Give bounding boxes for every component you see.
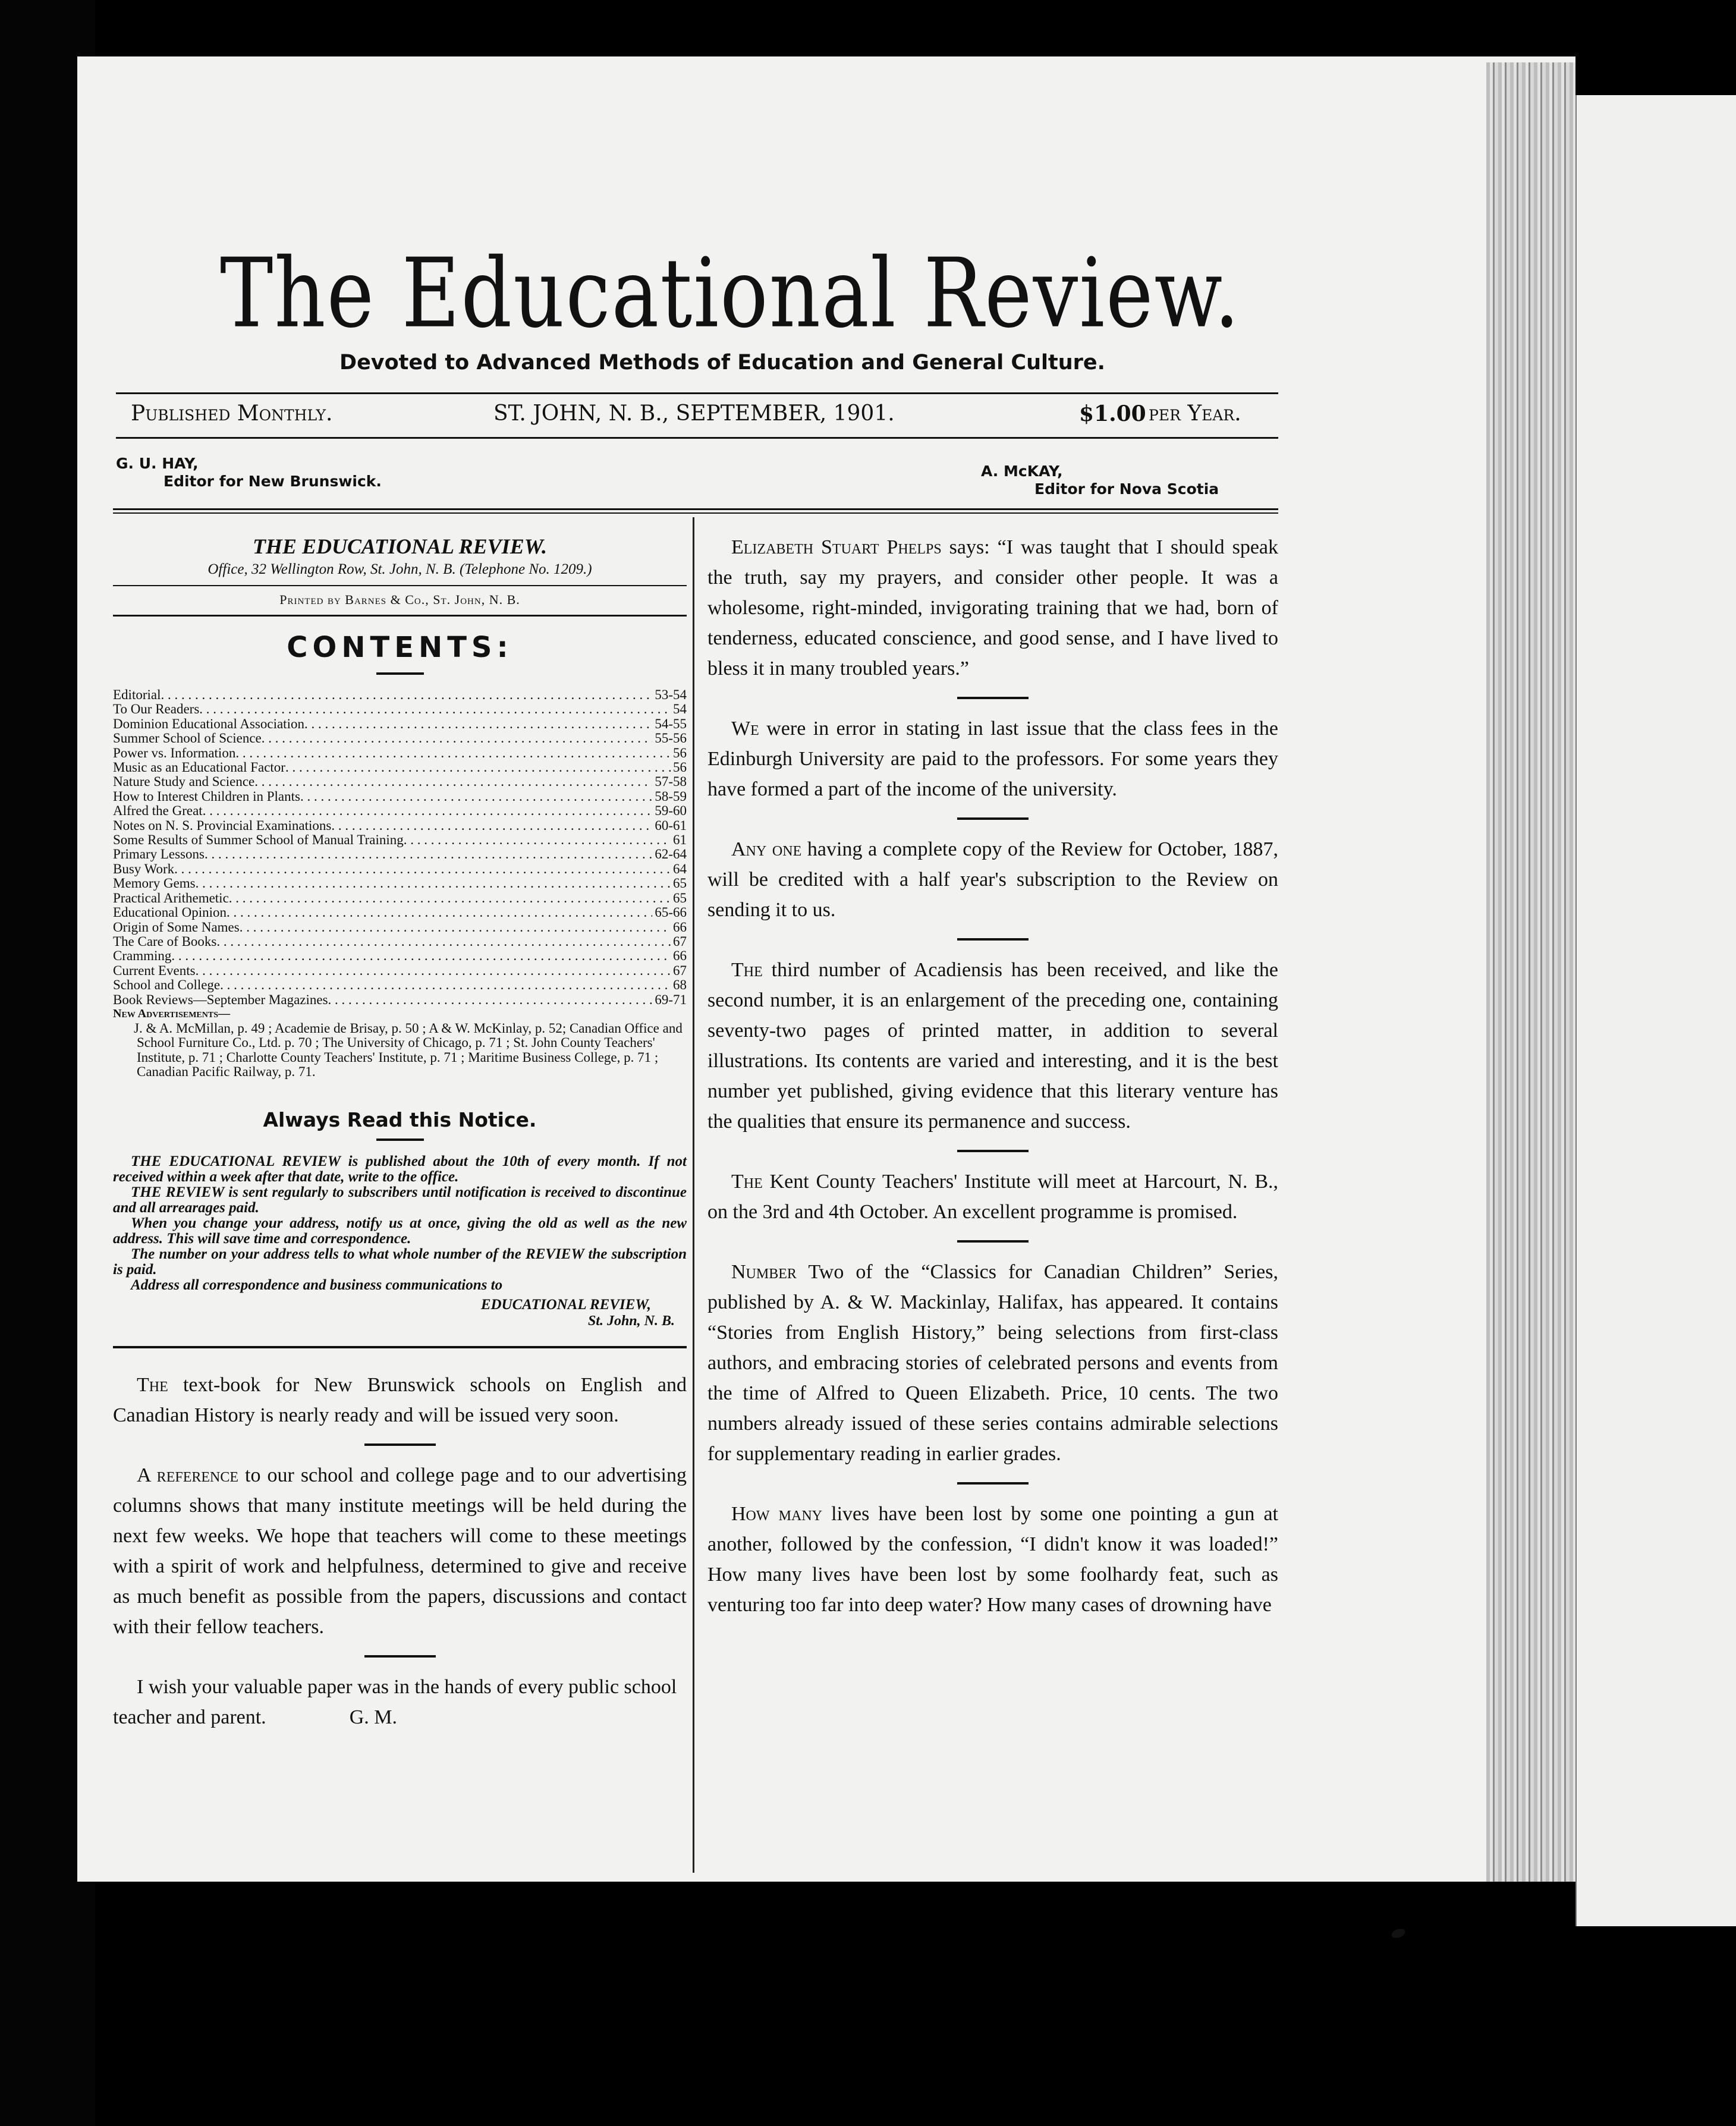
toc-leader-dots <box>227 905 652 920</box>
toc-leader-dots <box>174 862 671 876</box>
paragraph-text: says: “I was taught that I should speak the truth, say my prayers, and consider other people. It was a wholesome, right-minded, invigorating training that we had, born of tenderness, educated conscience, and good sense, and I have lived to bless it in many troubled years.” <box>707 536 1278 680</box>
article-paragraph <box>707 1257 1278 1469</box>
office-address: Office, 32 Wellington Row, St. John, N. B. (Telephone No. 1209.) <box>207 561 592 577</box>
toc-entry-label: School and College <box>113 977 221 993</box>
toc-entry-label: Dominion Educational Association <box>113 716 304 731</box>
toc-entry-label: Practical Arithemetic <box>113 890 229 905</box>
letter-signature: G. M. <box>349 1706 397 1728</box>
paragraph-text: to our school and college page and to our advertising columns shows that many institute meetings will be held during the next few weeks. We hope that teachers will come to these meetings with a spirit of work and helpfulness, determined to give and receive as much benefit as possible from the papers, discussions and contact with their fellow teachers. <box>113 1464 687 1638</box>
notice-paragraph: THE EDUCATIONAL REVIEW is published about the 10th of every month. If not received within a week after that date, write to the office. <box>113 1153 687 1185</box>
toc-leader-dots <box>171 949 671 963</box>
header-separator-rule-2 <box>113 512 1278 514</box>
toc-entry-label: Educational Opinion <box>113 905 227 920</box>
reader-letter <box>113 1672 687 1732</box>
notice-paragraph: THE REVIEW is sent regularly to subscribers until notification is received to discontinue and all arrearages paid. <box>113 1184 687 1216</box>
toc-leader-dots <box>328 993 653 1007</box>
toc-entry-label: Nature Study and Science <box>113 774 255 790</box>
column-divider <box>693 517 694 1873</box>
article-paragraph <box>707 1166 1278 1227</box>
notice-paragraph: Address all correspondence and business communications to <box>131 1276 503 1293</box>
toc-entry <box>113 688 687 702</box>
toc-entry <box>113 775 687 789</box>
paragraph-separator <box>364 1443 436 1446</box>
toc-entry-label: Music as an Educational Factor <box>113 760 285 775</box>
toc-entry-page: 65-66 <box>655 905 687 920</box>
toc-entry <box>113 804 687 818</box>
editor-left-role: Editor for New Brunswick. <box>163 473 382 490</box>
paragraph-separator <box>957 1482 1029 1485</box>
ink-smudge <box>1390 1927 1406 1939</box>
toc-leader-dots <box>262 731 653 746</box>
article-paragraph <box>707 532 1278 684</box>
toc-entry-page: 57-58 <box>655 774 687 790</box>
toc-entry-page: 68 <box>673 977 687 993</box>
letter-text <box>113 1672 687 1732</box>
article-paragraph <box>707 1499 1278 1620</box>
toc-leader-dots <box>196 964 671 978</box>
toc-leader-dots <box>199 702 671 716</box>
paragraph-lead: The <box>731 1171 763 1193</box>
paragraph-separator <box>364 1655 436 1658</box>
toc-entry <box>113 891 687 905</box>
toc-entry-label: How to Interest Children in Plants <box>113 788 300 804</box>
toc-entry-label: Editorial <box>113 687 161 702</box>
table-of-contents <box>113 688 687 1007</box>
publication-title: The Educational Review. <box>220 238 1241 350</box>
paragraph-text: lives have been lost by some one pointing a gun at another, followed by the confession, “I didn't know it was loaded!” How many lives have been lost by some foolhardy feat, such as venturing too far into deep water? How many cases of drowning have <box>707 1503 1279 1616</box>
toc-entry-label: Busy Work <box>113 861 175 876</box>
toc-entry <box>113 964 687 978</box>
paragraph-text: Kent County Teachers' Institute will meet at Harcourt, N. B., on the 3rd and 4th October. An excellent programme is promised. <box>707 1171 1278 1223</box>
toc-entry-label: Alfred the Great <box>113 803 203 819</box>
price-suffix: per Year. <box>1149 401 1241 426</box>
toc-leader-dots <box>203 804 653 818</box>
editor-right-name: A. McKAY, <box>981 463 1063 480</box>
right-column <box>707 532 1278 1620</box>
toc-leader-dots <box>235 746 671 760</box>
toc-entry-label: Some Results of Summer School of Manual Training <box>113 832 404 848</box>
toc-entry <box>113 717 687 731</box>
toc-entry-label: Notes on N. S. Provincial Examinations <box>113 817 332 833</box>
article-paragraph <box>707 955 1278 1137</box>
new-advertisements-list: J. & A. McMillan, p. 49 ; Academie de Brisay, p. 50 ; A & W. McKinlay, p. 52; Canadian Office and School Furniture Co., Ltd. p. 70 ; The University of Chicago, p. 71 ; St. John County Teachers' Institute, p. 71 ; Charlotte County Teachers' Institute, p. 71 ; Maritime Business College, p. 71 ; Canadian Pacific Railway, p. 71. <box>134 1020 683 1080</box>
publisher-heading: THE EDUCATIONAL REVIEW. <box>252 534 548 558</box>
paragraph-separator <box>957 938 1029 941</box>
publication-info-line <box>131 401 1278 437</box>
new-advertisements-label: New Advertisements— <box>113 1007 230 1020</box>
letter-body: I wish your valuable paper was in the hands of every public school teacher and parent. <box>113 1675 677 1728</box>
toc-entry <box>113 935 687 949</box>
editor-new-brunswick <box>116 455 382 490</box>
header-separator-rule <box>113 508 1278 510</box>
toc-entry-label: Book Reviews—September Magazines <box>113 992 328 1007</box>
toc-entry <box>113 993 687 1007</box>
notice-heading: Always Read this Notice. <box>263 1108 537 1131</box>
toc-leader-dots <box>216 935 671 949</box>
toc-leader-dots <box>300 790 652 804</box>
toc-leader-dots <box>196 876 671 891</box>
publication-subtitle: Devoted to Advanced Methods of Education and General Culture. <box>339 351 1105 375</box>
paragraph-separator <box>957 1240 1029 1243</box>
toc-entry-page: 58-59 <box>655 788 687 804</box>
toc-entry-page: 67 <box>673 963 687 978</box>
toc-entry-page: 53-54 <box>655 687 687 702</box>
toc-entry <box>113 920 687 935</box>
paragraph-text: text-book for New Brunswick schools on English and Canadian History is nearly ready and will be issued very soon. <box>113 1373 687 1426</box>
paragraph-lead: We <box>731 718 759 740</box>
paragraph-lead: The <box>137 1373 168 1396</box>
toc-entry <box>113 978 687 992</box>
toc-entry <box>113 949 687 963</box>
toc-entry-page: 67 <box>673 933 687 949</box>
toc-entry-page: 66 <box>673 948 687 964</box>
subscription-price: $1.00 <box>1079 401 1146 426</box>
toc-entry <box>113 760 687 775</box>
published-monthly: Published Monthly. <box>131 401 333 426</box>
notice-paragraph: The number on your address tells to what whole number of the REVIEW the subscription is paid. <box>113 1246 687 1278</box>
toc-entry-page: 62-64 <box>655 847 687 862</box>
paragraph-separator <box>957 1150 1029 1152</box>
toc-entry-label: Current Events <box>113 963 196 978</box>
article-paragraph <box>113 1460 687 1642</box>
toc-entry-page: 64 <box>673 861 687 876</box>
paragraph-separator <box>957 817 1029 820</box>
toc-entry <box>113 905 687 920</box>
toc-leader-dots <box>240 920 671 935</box>
toc-entry-page: 56 <box>673 760 687 775</box>
editor-left-name: G. U. HAY, <box>116 455 199 472</box>
toc-leader-dots <box>331 819 652 833</box>
toc-entry-page: 61 <box>673 832 687 848</box>
adjacent-page <box>1575 95 1736 1926</box>
left-article-1 <box>113 1370 687 1430</box>
toc-entry-label: The Care of Books <box>113 933 217 949</box>
article-paragraph <box>707 713 1278 804</box>
paragraph-text: were in error in stating in last issue that the class fees in the Edinburgh University are paid to the professors. For some years they have formed a part of the income of the university. <box>707 718 1278 800</box>
paragraph-separator <box>957 697 1029 699</box>
toc-leader-dots <box>254 775 652 789</box>
notice-signature-name: EDUCATIONAL REVIEW, <box>480 1296 651 1313</box>
toc-entry-page: 65 <box>673 876 687 891</box>
contents-heading: CONTENTS: <box>287 631 513 664</box>
toc-entry-page: 56 <box>673 745 687 760</box>
left-column <box>113 517 687 1732</box>
toc-entry-label: Memory Gems <box>113 876 196 891</box>
toc-entry <box>113 702 687 716</box>
editor-nova-scotia <box>981 463 1219 498</box>
toc-entry-page: 54 <box>673 702 687 717</box>
paragraph-lead: Number <box>731 1261 797 1283</box>
toc-entry-page: 60-61 <box>655 817 687 833</box>
toc-leader-dots <box>161 688 652 702</box>
masthead-bottom-rule <box>116 437 1278 439</box>
toc-entry <box>113 862 687 876</box>
toc-leader-dots <box>229 891 671 905</box>
contents-top-rule <box>113 615 687 617</box>
left-article-2 <box>113 1460 687 1642</box>
toc-leader-dots <box>404 833 671 847</box>
masthead-top-rule <box>116 392 1278 394</box>
publisher-rule <box>113 585 687 586</box>
place-and-date: ST. JOHN, N. B., SEPTEMBER, 1901. <box>493 401 895 426</box>
paragraph-lead: The <box>731 959 763 981</box>
editor-right-role: Editor for Nova Scotia <box>1034 480 1219 498</box>
paragraph-lead: A reference <box>137 1464 239 1486</box>
notice-heading-rule <box>376 1139 424 1141</box>
toc-entry <box>113 790 687 804</box>
toc-entry-page: 55-56 <box>655 731 687 746</box>
notice-paragraph: When you change your address, notify us at once, giving the old as well as the new address. This will save time and correspondence. <box>113 1215 687 1247</box>
article-paragraph <box>707 834 1278 925</box>
toc-entry <box>113 876 687 891</box>
toc-entry-label: Power vs. Information <box>113 745 236 760</box>
paragraph-text: having a complete copy of the Review for October, 1887, will be credited with a half year's subscription to the Review on sending it to us. <box>707 838 1278 921</box>
toc-entry <box>113 731 687 746</box>
article-paragraph <box>113 1370 687 1430</box>
toc-leader-dots <box>285 760 671 775</box>
toc-leader-dots <box>304 717 652 731</box>
paragraph-lead: Any one <box>731 838 802 860</box>
toc-entry-label: Cramming <box>113 948 172 964</box>
toc-entry-label: Origin of Some Names <box>113 919 240 935</box>
toc-entry <box>113 833 687 847</box>
paragraph-text: third number of Acadiensis has been received, and like the second number, it is an enlargement of the preceding one, containing seventy-two pages of printed matter, in addition to several illustrations. Its contents are varied and interesting, and it is the best number yet published, giving evidence that this literary venture has the qualities that ensure its permanence and success. <box>707 959 1278 1133</box>
toc-entry-page: 54-55 <box>655 716 687 731</box>
paragraph-lead: Elizabeth Stuart Phelps <box>731 536 942 558</box>
contents-heading-rule <box>376 672 424 675</box>
toc-entry-page: 69-71 <box>655 992 687 1007</box>
toc-entry-page: 59-60 <box>655 803 687 819</box>
notice-body <box>113 1154 687 1293</box>
toc-entry-label: To Our Readers <box>113 702 200 717</box>
toc-entry-page: 66 <box>673 919 687 935</box>
toc-entry-label: Summer School of Science <box>113 731 262 746</box>
book-page-edges <box>1486 62 1575 1882</box>
printer-line: Printed by Barnes & Co., St. John, N. B. <box>279 592 520 607</box>
toc-entry <box>113 746 687 760</box>
paragraph-lead: How many <box>731 1503 823 1525</box>
toc-leader-dots <box>220 978 671 992</box>
toc-entry <box>113 847 687 861</box>
notice-signature-place: St. John, N. B. <box>587 1313 675 1329</box>
toc-leader-dots <box>205 847 652 861</box>
toc-entry-page: 65 <box>673 890 687 905</box>
toc-entry <box>113 819 687 833</box>
toc-entry-label: Primary Lessons <box>113 847 205 862</box>
paragraph-text: Two of the “Classics for Canadian Children” Series, published by A. & W. Mackinlay, Halifax, has appeared. It contains “Stories from English History,” being selections from first-class authors, and embracing stories of celebrated persons and events from the time of Alfred to Queen Elizabeth. Price, 10 cents. The two numbers already issued of these series contains admirable selections for supplementary reading in earlier grades. <box>707 1261 1278 1465</box>
notice-bottom-rule <box>113 1346 687 1348</box>
